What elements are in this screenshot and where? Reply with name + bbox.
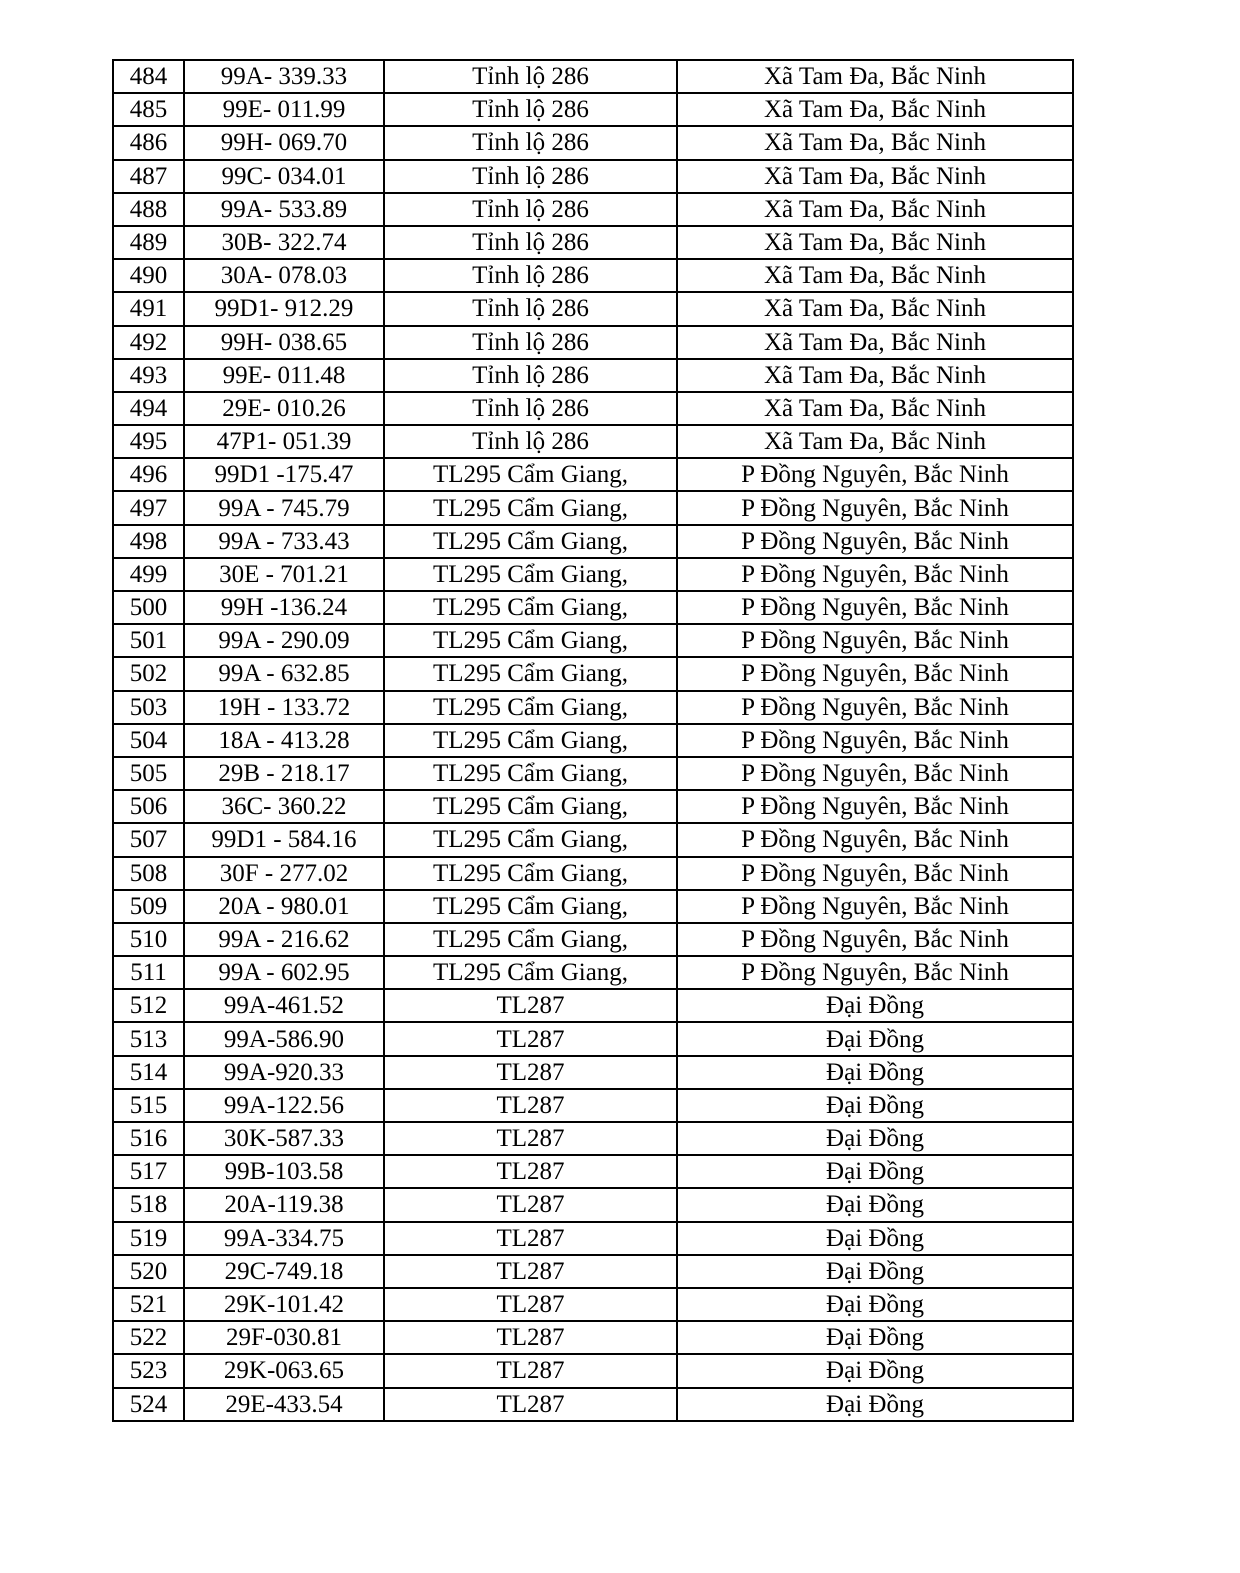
- road-cell: TL287: [384, 1155, 677, 1188]
- table-row: [113, 491, 1073, 524]
- road-cell: Tỉnh lộ 286: [384, 93, 677, 126]
- row-number-cell: 520: [113, 1255, 184, 1288]
- location-cell: P Đồng Nguyên, Bắc Ninh: [677, 923, 1073, 956]
- row-number-cell: 507: [113, 823, 184, 856]
- location-cell: P Đồng Nguyên, Bắc Ninh: [677, 890, 1073, 923]
- row-number-cell: 505: [113, 757, 184, 790]
- road-cell: TL287: [384, 1022, 677, 1055]
- row-number-cell: 497: [113, 491, 184, 524]
- row-number-cell: 517: [113, 1155, 184, 1188]
- table-row: [113, 1354, 1073, 1387]
- location-cell: Đại Đồng: [677, 1255, 1073, 1288]
- license-plate-cell: 30K-587.33: [184, 1122, 384, 1155]
- table-row: [113, 724, 1073, 757]
- road-cell: Tỉnh lộ 286: [384, 326, 677, 359]
- table-row: [113, 392, 1073, 425]
- road-cell: TL295 Cẩm Giang,: [384, 724, 677, 757]
- license-plate-cell: 99A- 339.33: [184, 60, 384, 93]
- table-row: [113, 1222, 1073, 1255]
- license-plate-cell: 30F - 277.02: [184, 857, 384, 890]
- location-cell: P Đồng Nguyên, Bắc Ninh: [677, 790, 1073, 823]
- row-number-cell: 499: [113, 558, 184, 591]
- license-plate-cell: 30E - 701.21: [184, 558, 384, 591]
- road-cell: TL287: [384, 1288, 677, 1321]
- location-cell: P Đồng Nguyên, Bắc Ninh: [677, 525, 1073, 558]
- table-row: [113, 259, 1073, 292]
- row-number-cell: 486: [113, 126, 184, 159]
- location-cell: Xã Tam Đa, Bắc Ninh: [677, 160, 1073, 193]
- table-row: [113, 823, 1073, 856]
- license-plate-cell: 36C- 360.22: [184, 790, 384, 823]
- table-row: [113, 1188, 1073, 1221]
- table-row: [113, 359, 1073, 392]
- road-cell: TL295 Cẩm Giang,: [384, 624, 677, 657]
- location-cell: Xã Tam Đa, Bắc Ninh: [677, 93, 1073, 126]
- table-row: [113, 558, 1073, 591]
- road-cell: TL295 Cẩm Giang,: [384, 790, 677, 823]
- location-cell: Xã Tam Đa, Bắc Ninh: [677, 226, 1073, 259]
- row-number-cell: 521: [113, 1288, 184, 1321]
- license-plate-cell: 99H -136.24: [184, 591, 384, 624]
- license-plate-cell: 99A-122.56: [184, 1089, 384, 1122]
- row-number-cell: 515: [113, 1089, 184, 1122]
- location-cell: Đại Đồng: [677, 1056, 1073, 1089]
- road-cell: TL295 Cẩm Giang,: [384, 823, 677, 856]
- license-plate-cell: 29E-433.54: [184, 1388, 384, 1421]
- row-number-cell: 485: [113, 93, 184, 126]
- location-cell: P Đồng Nguyên, Bắc Ninh: [677, 624, 1073, 657]
- license-plate-cell: 30B- 322.74: [184, 226, 384, 259]
- location-cell: Xã Tam Đa, Bắc Ninh: [677, 425, 1073, 458]
- row-number-cell: 524: [113, 1388, 184, 1421]
- table-row: [113, 989, 1073, 1022]
- location-cell: Xã Tam Đa, Bắc Ninh: [677, 193, 1073, 226]
- row-number-cell: 492: [113, 326, 184, 359]
- table-row: [113, 657, 1073, 690]
- license-plate-cell: 99A - 216.62: [184, 923, 384, 956]
- row-number-cell: 502: [113, 657, 184, 690]
- table-row: [113, 1122, 1073, 1155]
- table-row: [113, 525, 1073, 558]
- table-row: [113, 1022, 1073, 1055]
- row-number-cell: 500: [113, 591, 184, 624]
- location-cell: P Đồng Nguyên, Bắc Ninh: [677, 823, 1073, 856]
- table-row: [113, 1255, 1073, 1288]
- road-cell: TL287: [384, 1222, 677, 1255]
- location-cell: Xã Tam Đa, Bắc Ninh: [677, 259, 1073, 292]
- row-number-cell: 518: [113, 1188, 184, 1221]
- location-cell: P Đồng Nguyên, Bắc Ninh: [677, 691, 1073, 724]
- location-cell: Xã Tam Đa, Bắc Ninh: [677, 60, 1073, 93]
- license-plate-cell: 99A - 733.43: [184, 525, 384, 558]
- road-cell: TL287: [384, 1122, 677, 1155]
- license-plate-cell: 29E- 010.26: [184, 392, 384, 425]
- table-row: [113, 193, 1073, 226]
- license-plate-cell: 99A - 745.79: [184, 491, 384, 524]
- row-number-cell: 489: [113, 226, 184, 259]
- road-cell: TL295 Cẩm Giang,: [384, 558, 677, 591]
- license-plate-cell: 99A-920.33: [184, 1056, 384, 1089]
- road-cell: TL295 Cẩm Giang,: [384, 956, 677, 989]
- location-cell: Đại Đồng: [677, 1354, 1073, 1387]
- table-row: [113, 1288, 1073, 1321]
- location-cell: Đại Đồng: [677, 1089, 1073, 1122]
- road-cell: TL295 Cẩm Giang,: [384, 458, 677, 491]
- license-plate-cell: 19H - 133.72: [184, 691, 384, 724]
- location-cell: P Đồng Nguyên, Bắc Ninh: [677, 956, 1073, 989]
- row-number-cell: 514: [113, 1056, 184, 1089]
- row-number-cell: 510: [113, 923, 184, 956]
- location-cell: P Đồng Nguyên, Bắc Ninh: [677, 857, 1073, 890]
- road-cell: TL295 Cẩm Giang,: [384, 491, 677, 524]
- row-number-cell: 498: [113, 525, 184, 558]
- row-number-cell: 484: [113, 60, 184, 93]
- road-cell: TL295 Cẩm Giang,: [384, 591, 677, 624]
- table-row: [113, 226, 1073, 259]
- row-number-cell: 516: [113, 1122, 184, 1155]
- road-cell: TL287: [384, 1388, 677, 1421]
- location-cell: Đại Đồng: [677, 1022, 1073, 1055]
- row-number-cell: 509: [113, 890, 184, 923]
- table-row: [113, 923, 1073, 956]
- table-row: [113, 591, 1073, 624]
- row-number-cell: 508: [113, 857, 184, 890]
- location-cell: P Đồng Nguyên, Bắc Ninh: [677, 591, 1073, 624]
- road-cell: Tỉnh lộ 286: [384, 292, 677, 325]
- table-row: [113, 1089, 1073, 1122]
- location-cell: Xã Tam Đa, Bắc Ninh: [677, 126, 1073, 159]
- road-cell: Tỉnh lộ 286: [384, 259, 677, 292]
- road-cell: Tỉnh lộ 286: [384, 359, 677, 392]
- license-plate-cell: 99H- 038.65: [184, 326, 384, 359]
- license-plate-cell: 99C- 034.01: [184, 160, 384, 193]
- row-number-cell: 523: [113, 1354, 184, 1387]
- road-cell: TL287: [384, 1188, 677, 1221]
- license-plate-cell: 47P1- 051.39: [184, 425, 384, 458]
- license-plate-cell: 29K-063.65: [184, 1354, 384, 1387]
- road-cell: Tỉnh lộ 286: [384, 126, 677, 159]
- row-number-cell: 487: [113, 160, 184, 193]
- table-row: [113, 60, 1073, 93]
- table-row: [113, 458, 1073, 491]
- table-row: [113, 292, 1073, 325]
- license-plate-cell: 99D1- 912.29: [184, 292, 384, 325]
- row-number-cell: 494: [113, 392, 184, 425]
- row-number-cell: 512: [113, 989, 184, 1022]
- table-row: [113, 790, 1073, 823]
- license-plate-cell: 99E- 011.48: [184, 359, 384, 392]
- table-row: [113, 956, 1073, 989]
- location-cell: P Đồng Nguyên, Bắc Ninh: [677, 724, 1073, 757]
- violation-table-body: [113, 60, 1073, 1421]
- road-cell: Tỉnh lộ 286: [384, 226, 677, 259]
- license-plate-cell: 99B-103.58: [184, 1155, 384, 1188]
- row-number-cell: 488: [113, 193, 184, 226]
- road-cell: TL295 Cẩm Giang,: [384, 890, 677, 923]
- license-plate-cell: 99E- 011.99: [184, 93, 384, 126]
- license-plate-cell: 99A-586.90: [184, 1022, 384, 1055]
- table-row: [113, 624, 1073, 657]
- table-row: [113, 1321, 1073, 1354]
- row-number-cell: 503: [113, 691, 184, 724]
- row-number-cell: 519: [113, 1222, 184, 1255]
- road-cell: TL295 Cẩm Giang,: [384, 757, 677, 790]
- location-cell: Xã Tam Đa, Bắc Ninh: [677, 326, 1073, 359]
- license-plate-cell: 99A - 602.95: [184, 956, 384, 989]
- license-plate-cell: 99A-334.75: [184, 1222, 384, 1255]
- table-row: [113, 93, 1073, 126]
- row-number-cell: 495: [113, 425, 184, 458]
- location-cell: Đại Đồng: [677, 1288, 1073, 1321]
- license-plate-cell: 29F-030.81: [184, 1321, 384, 1354]
- license-plate-cell: 30A- 078.03: [184, 259, 384, 292]
- location-cell: Đại Đồng: [677, 1321, 1073, 1354]
- license-plate-cell: 20A-119.38: [184, 1188, 384, 1221]
- location-cell: Đại Đồng: [677, 1155, 1073, 1188]
- table-row: [113, 1155, 1073, 1188]
- table-row: [113, 691, 1073, 724]
- road-cell: TL287: [384, 1354, 677, 1387]
- road-cell: TL287: [384, 1255, 677, 1288]
- license-plate-cell: 99D1 -175.47: [184, 458, 384, 491]
- license-plate-cell: 29K-101.42: [184, 1288, 384, 1321]
- row-number-cell: 511: [113, 956, 184, 989]
- row-number-cell: 506: [113, 790, 184, 823]
- table-row: [113, 160, 1073, 193]
- road-cell: TL287: [384, 1089, 677, 1122]
- road-cell: Tỉnh lộ 286: [384, 392, 677, 425]
- row-number-cell: 491: [113, 292, 184, 325]
- road-cell: TL287: [384, 1321, 677, 1354]
- table-row: [113, 890, 1073, 923]
- table-row: [113, 757, 1073, 790]
- location-cell: P Đồng Nguyên, Bắc Ninh: [677, 757, 1073, 790]
- row-number-cell: 490: [113, 259, 184, 292]
- row-number-cell: 522: [113, 1321, 184, 1354]
- table-row: [113, 425, 1073, 458]
- table-row: [113, 326, 1073, 359]
- license-plate-cell: 18A - 413.28: [184, 724, 384, 757]
- location-cell: P Đồng Nguyên, Bắc Ninh: [677, 458, 1073, 491]
- violation-table: [112, 59, 1074, 1422]
- location-cell: P Đồng Nguyên, Bắc Ninh: [677, 491, 1073, 524]
- road-cell: Tỉnh lộ 286: [384, 60, 677, 93]
- row-number-cell: 501: [113, 624, 184, 657]
- location-cell: Xã Tam Đa, Bắc Ninh: [677, 359, 1073, 392]
- license-plate-cell: 29C-749.18: [184, 1255, 384, 1288]
- license-plate-cell: 29B - 218.17: [184, 757, 384, 790]
- road-cell: TL295 Cẩm Giang,: [384, 657, 677, 690]
- license-plate-cell: 99A-461.52: [184, 989, 384, 1022]
- location-cell: Xã Tam Đa, Bắc Ninh: [677, 392, 1073, 425]
- road-cell: Tỉnh lộ 286: [384, 425, 677, 458]
- location-cell: Đại Đồng: [677, 1188, 1073, 1221]
- location-cell: Đại Đồng: [677, 989, 1073, 1022]
- license-plate-cell: 99A - 632.85: [184, 657, 384, 690]
- road-cell: TL295 Cẩm Giang,: [384, 857, 677, 890]
- road-cell: TL295 Cẩm Giang,: [384, 691, 677, 724]
- row-number-cell: 504: [113, 724, 184, 757]
- road-cell: TL287: [384, 1056, 677, 1089]
- row-number-cell: 493: [113, 359, 184, 392]
- table-row: [113, 1388, 1073, 1421]
- license-plate-cell: 99D1 - 584.16: [184, 823, 384, 856]
- location-cell: P Đồng Nguyên, Bắc Ninh: [677, 558, 1073, 591]
- road-cell: TL295 Cẩm Giang,: [384, 525, 677, 558]
- location-cell: Đại Đồng: [677, 1222, 1073, 1255]
- table-row: [113, 126, 1073, 159]
- location-cell: Đại Đồng: [677, 1122, 1073, 1155]
- license-plate-cell: 99A- 533.89: [184, 193, 384, 226]
- road-cell: TL287: [384, 989, 677, 1022]
- table-row: [113, 1056, 1073, 1089]
- location-cell: Đại Đồng: [677, 1388, 1073, 1421]
- road-cell: Tỉnh lộ 286: [384, 193, 677, 226]
- license-plate-cell: 99A - 290.09: [184, 624, 384, 657]
- row-number-cell: 496: [113, 458, 184, 491]
- license-plate-cell: 99H- 069.70: [184, 126, 384, 159]
- location-cell: Xã Tam Đa, Bắc Ninh: [677, 292, 1073, 325]
- table-row: [113, 857, 1073, 890]
- road-cell: TL295 Cẩm Giang,: [384, 923, 677, 956]
- row-number-cell: 513: [113, 1022, 184, 1055]
- license-plate-cell: 20A - 980.01: [184, 890, 384, 923]
- road-cell: Tỉnh lộ 286: [384, 160, 677, 193]
- location-cell: P Đồng Nguyên, Bắc Ninh: [677, 657, 1073, 690]
